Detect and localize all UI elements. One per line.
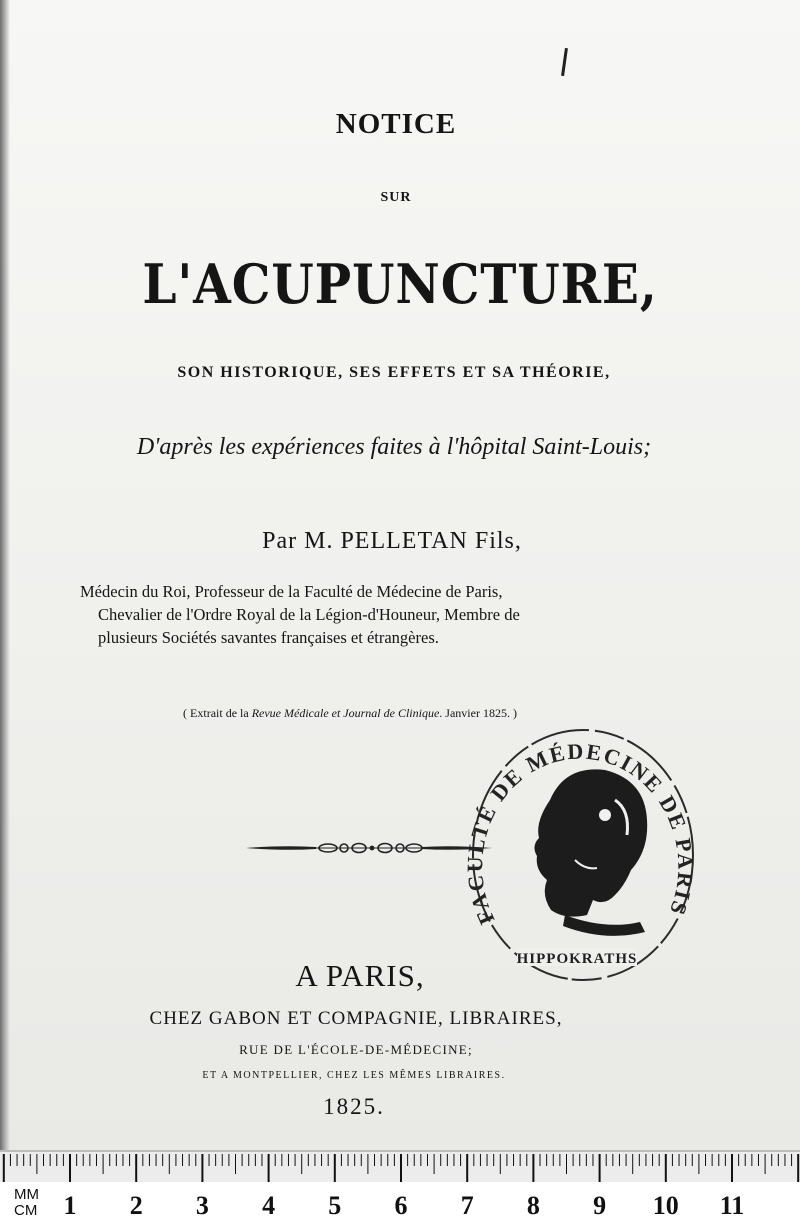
experiments-line: D'après les expériences faites à l'hôpital Saint-Louis;: [136, 434, 652, 460]
ruler-numbers: [64, 1191, 745, 1220]
extract-journal: Revue Médicale et Journal de Clinique: [251, 706, 440, 720]
ruler-number: 10: [652, 1191, 679, 1220]
imprint-montpellier: ET A MONTPELLIER, CHEZ LES MÊMES LIBRAIRES.: [202, 1070, 506, 1081]
stamp-text: FACULTÉ DE MÉDECINE DE PARIS: [462, 738, 699, 929]
imprint-street: RUE DE L'ÉCOLE-DE-MÉDECINE;: [239, 1042, 473, 1057]
stamp-caption: HIPPOKRATHS: [516, 951, 638, 967]
extract-date: . Janvier 1825. ): [439, 706, 517, 720]
hippocrates-bust-icon: [534, 769, 647, 935]
ruler-number: 1: [63, 1191, 77, 1220]
pencil-mark: [561, 48, 568, 76]
main-title: L'ACUPUNCTURE,: [142, 252, 658, 316]
ruler-number: 9: [593, 1191, 607, 1220]
library-stamp-icon: [455, 710, 705, 1000]
ruler-number: 5: [328, 1191, 342, 1220]
measurement-ruler: [0, 1150, 800, 1220]
author-fils: Fils,: [474, 528, 522, 554]
sur-word: SUR: [380, 190, 412, 205]
author-par: Par: [262, 528, 298, 554]
notice-heading: NOTICE: [335, 108, 457, 140]
ruler-unit-cm: CM: [14, 1202, 38, 1219]
subtitle: SON HISTORIQUE, SES EFFETS ET SA THÉORIE,: [177, 364, 611, 381]
ruler-number: 4: [262, 1191, 276, 1220]
ruler-number: 6: [394, 1191, 408, 1220]
ruler-unit-mm: MM: [14, 1186, 39, 1203]
imprint-year: 1825.: [323, 1094, 385, 1119]
ruler-number: 2: [129, 1191, 143, 1220]
ruler-number: 3: [195, 1191, 209, 1220]
ruler-scale: [0, 1152, 800, 1220]
credential-line-3: plusieurs Sociétés savantes françaises et étrangères.: [98, 628, 439, 647]
credential-line-1: Médecin du Roi, Professeur de la Faculté de Médecine de Paris,: [80, 582, 503, 601]
ruler-number: 11: [719, 1191, 745, 1220]
imprint-publisher: CHEZ GABON ET COMPAGNIE, LIBRAIRES,: [149, 1008, 563, 1029]
extract-open: ( Extrait de la: [183, 706, 249, 720]
ruler-number: 7: [460, 1191, 474, 1220]
author-line: [0, 528, 792, 555]
imprint-city: A PARIS,: [295, 958, 425, 993]
credential-line-2: Chevalier de l'Ordre Royal de la Légion-d'Houneur, Membre de: [98, 605, 520, 624]
author-name: M. PELLETAN: [304, 528, 468, 554]
ruler-number: 8: [526, 1191, 540, 1220]
author-credentials: [80, 580, 660, 649]
